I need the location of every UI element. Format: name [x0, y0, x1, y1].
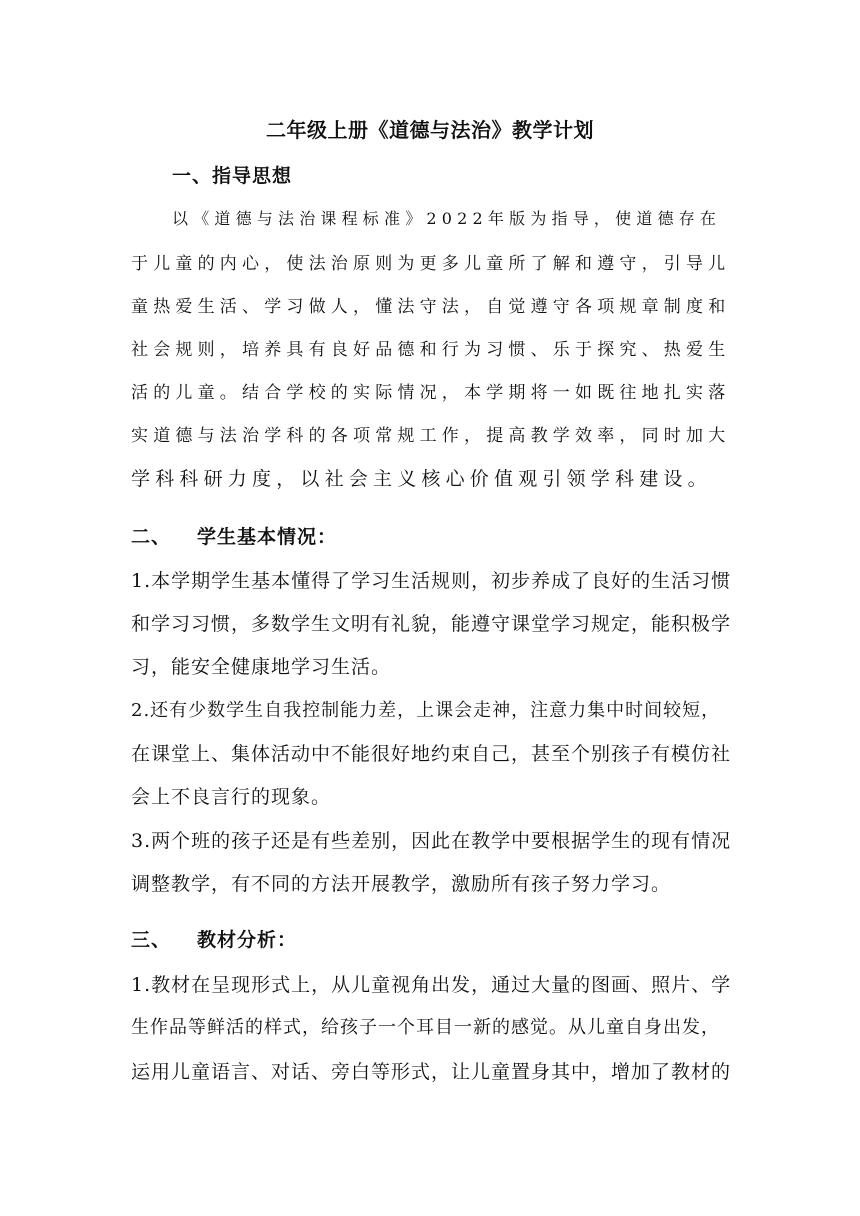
paragraph-line: 社会规则，培养具有良好品德和行为习惯、乐于探究、热爱生 [131, 340, 731, 360]
paragraph-line: 和学习习惯，多数学生文明有礼貌，能遵守课堂学习规定，能积极学 [131, 613, 732, 635]
paragraph-line: 1.本学期学生基本懂得了学习生活规则，初步养成了良好的生活习惯 [131, 570, 732, 592]
paragraph-line: 1.教材在呈现形式上，从儿童视角出发，通过大量的图画、照片、学 [131, 974, 732, 996]
section2-title: 学生基本情况： [197, 526, 338, 548]
paragraph-line: 会上不良言行的现象。 [131, 786, 332, 808]
paragraph-line: 运用儿童语言、对话、旁白等形式，让儿童置身其中，增加了教材的 [131, 1061, 732, 1083]
paragraph-line: 在课堂上、集体活动中不能很好地约束自己，甚至个别孩子有模仿社 [131, 743, 732, 765]
paragraph-line: 习，能安全健康地学习生活。 [131, 656, 392, 678]
section3-heading [131, 925, 297, 952]
section2-number: 二、 [131, 526, 172, 548]
paragraph-line: 生作品等鲜活的样式，给孩子一个耳目一新的感觉。从儿童自身出发， [131, 1017, 720, 1038]
paragraph-line: 于儿童的内心，使法治原则为更多儿童所了解和遵守，引导儿 [131, 254, 731, 274]
paragraph-line: 活的儿童。结合学校的实际情况，本学期将一如既往地扎实落 [131, 383, 731, 403]
section3-title: 教材分析： [197, 929, 298, 951]
paragraph-line: 2.还有少数学生自我控制能力差，上课会走神，注意力集中时间较短， [131, 700, 721, 721]
paragraph-line: 以《道德与法治课程标准》2022年版为指导，使道德存在 [172, 209, 722, 228]
paragraph-line: 3.两个班的孩子还是有些差别，因此在教学中要根据学生的现有情况 [131, 830, 732, 852]
document-title: 二年级上册《道德与法治》教学计划 [266, 118, 594, 142]
paragraph-line: 实道德与法治学科的各项常规工作，提高教学效率，同时加大 [131, 426, 731, 446]
section3-number: 三、 [131, 929, 172, 951]
paragraph-line: 学科科研力度，以社会主义核心价值观引领学科建设。 [131, 468, 712, 490]
paragraph-line: 调整教学，有不同的方法开展教学，激励所有孩子努力学习。 [131, 873, 672, 895]
section1-heading: 一、指导思想 [172, 165, 293, 187]
paragraph-line: 童热爱生活、学习做人，懂法守法，自觉遵守各项规章制度和 [131, 297, 731, 317]
section2-heading [131, 522, 337, 549]
